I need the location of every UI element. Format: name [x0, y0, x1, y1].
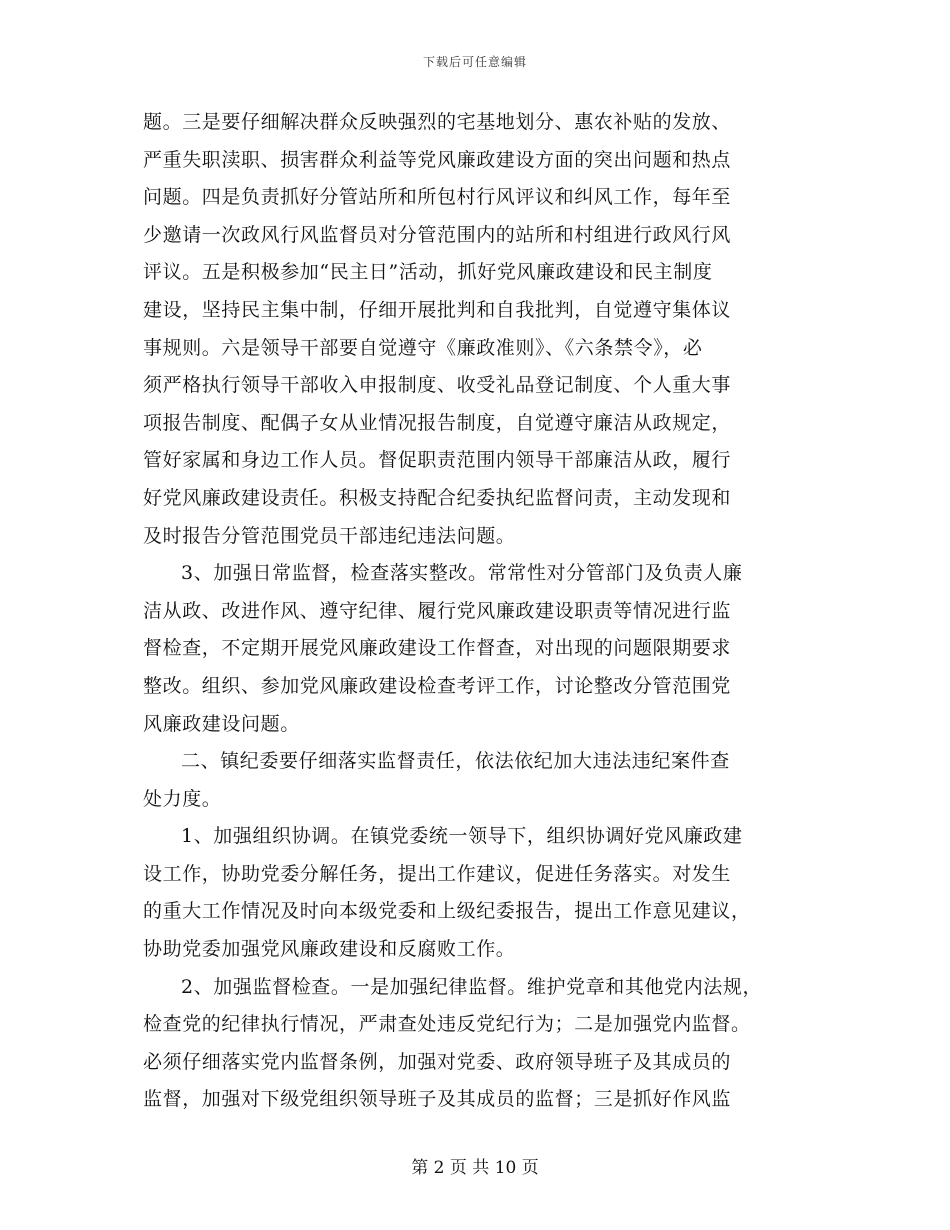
- text-line: 少邀请一次政风行风监督员对分管范围内的站所和村组进行政风行风: [143, 223, 732, 246]
- text-line: 好党风廉政建设责任。积极支持配合纪委执纪监督问责，主动发现和: [143, 486, 732, 509]
- text-line: 须严格执行领导干部收入申报制度、收受礼品登记制度、个人重大事: [143, 374, 732, 397]
- text-line: 项报告制度、配偶子女从业情况报告制度，自觉遵守廉洁从政规定，: [143, 411, 732, 434]
- text-line: 管好家属和身边工作人员。督促职责范围内领导干部廉洁从政，履行: [143, 449, 732, 472]
- text-line: 处力度。: [143, 787, 222, 810]
- text-line: 风廉政建设问题。: [143, 712, 300, 735]
- document-body: [143, 104, 808, 1119]
- text-line: 设工作，协助党委分解任务，提出工作建议，促进任务落实。对发生: [143, 862, 732, 885]
- text-line: 建设，坚持民主集中制，仔细开展批判和自我批判，自觉遵守集体议: [143, 298, 732, 321]
- text-line: 事规则。六是领导干部要自觉遵守《廉政准则》、《六条禁令》，必: [143, 336, 703, 359]
- text-line: 检查党的纪律执行情况，严肃查处违反党纪行为；二是加强党内监督。: [143, 1013, 751, 1036]
- text-line: 2、加强监督检查。一是加强纪律监督。维护党章和其他党内法规，: [181, 975, 763, 998]
- text-line: 洁从政、改进作风、遵守纪律、履行党风廉政建设职责等情况进行监: [143, 599, 732, 622]
- text-line: 协助党委加强党风廉政建设和反腐败工作。: [143, 938, 516, 961]
- text-line: 1、加强组织协调。在镇党委统一领导下，组织协调好党风廉政建: [181, 825, 743, 848]
- text-line: 二、镇纪委要仔细落实监督责任，依法依纪加大违法违纪案件查: [181, 750, 730, 773]
- text-line: 必须仔细落实党内监督条例，加强对党委、政府领导班子及其成员的: [143, 1050, 732, 1073]
- page-header: 下载后可任意编辑: [422, 55, 527, 69]
- text-line: 监督，加强对下级党组织领导班子及其成员的监督；三是抓好作风监: [143, 1088, 732, 1111]
- text-line: 督检查，不定期开展党风廉政建设工作督查，对出现的问题限期要求: [143, 637, 732, 660]
- text-line: 的重大工作情况及时向本级党委和上级纪委报告，提出工作意见建议，: [143, 900, 751, 923]
- text-line: 题。三是要仔细解决群众反映强烈的宅基地划分、惠农补贴的发放、: [143, 111, 732, 133]
- text-line: 评议。五是积极参加“民主日”活动，抓好党风廉政建设和民主制度: [143, 261, 713, 284]
- text-line: 及时报告分管范围党员干部违纪违法问题。: [143, 524, 516, 547]
- text-line: 严重失职渎职、损害群众利益等党风廉政建设方面的突出问题和热点: [143, 148, 732, 171]
- text-line: 问题。四是负责抓好分管站所和所包村行风评议和纠风工作，每年至: [143, 186, 732, 209]
- text-line: 3、加强日常监督，检查落实整改。常常性对分管部门及负责人廉: [181, 562, 743, 585]
- text-line: 整改。组织、参加党风廉政建设检查考评工作，讨论整改分管范围党: [143, 674, 732, 697]
- page-footer: 第 2 页 共 10 页: [411, 1158, 539, 1178]
